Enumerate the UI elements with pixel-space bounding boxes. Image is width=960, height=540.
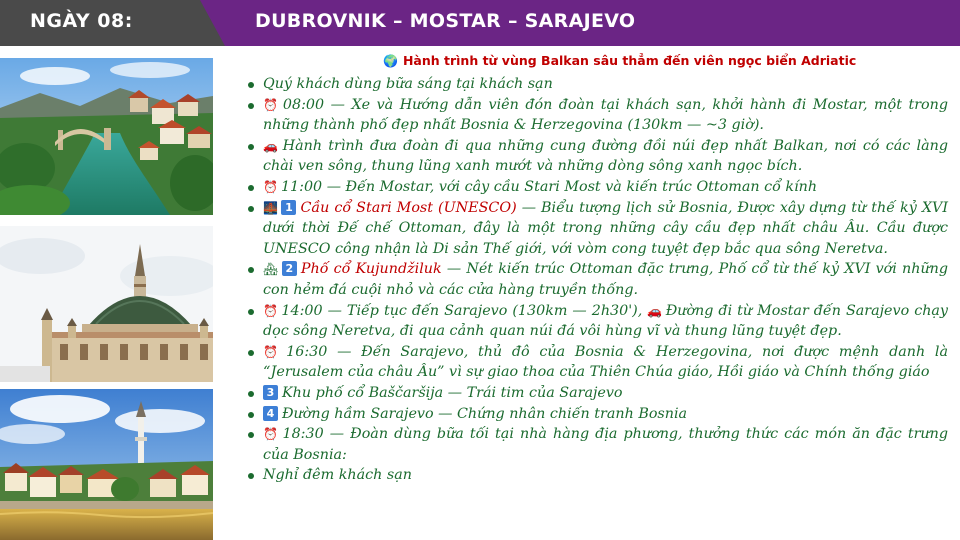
item-text: — Nét kiến trúc Ottoman đặc trưng, Phố cổ từ thế kỷ XVI với những con hẻm đá cuội nhỏ và các cửa hàng truyền thống.: [263, 261, 949, 298]
alarm-clock-icon: ⏰: [263, 344, 284, 359]
item-text: Đường hầm Sarajevo — Chứng nhân chiến tranh Bosnia: [282, 405, 688, 422]
list-item: [248, 177, 948, 198]
item-text: 14:00 — Tiếp tục đến Sarajevo (130km — 2h30'),: [281, 302, 643, 319]
mostar-bridge-photo: [0, 58, 213, 215]
subtitle: [383, 53, 955, 68]
list-item: [248, 95, 948, 136]
highlight-text: Phố cổ Kujundžiluk: [300, 261, 442, 278]
item-text: 16:30 — Đến Sarajevo, thủ đô của Bosnia & Herzegovina, nơi được mệnh danh là “Jerusalem của châu Âu” vì sự giao thoa của Thiên Chúa giáo, Hồi giáo và Chính thống giáo: [263, 343, 948, 381]
car-icon: 🚗: [263, 138, 280, 153]
list-item: [248, 404, 948, 425]
list-item: [248, 259, 948, 300]
subtitle-text: Hành trình từ vùng Balkan sâu thẳm đến viên ngọc biển Adriatic: [402, 53, 857, 68]
number-badge: 4: [263, 406, 278, 421]
alarm-clock-icon: ⏰: [263, 427, 280, 442]
item-text: Quý khách dùng bữa sáng tại khách sạn: [263, 76, 553, 92]
route-title: DUBROVNIK – MOSTAR – SARAJEVO: [255, 10, 636, 32]
list-item: [248, 383, 948, 404]
sarajevo-mosque-dome-photo: [0, 226, 213, 382]
list-item: [248, 198, 948, 260]
alarm-clock-icon: ⏰: [263, 303, 279, 318]
itinerary-list: [248, 74, 948, 486]
globe-icon: 🌍: [383, 54, 398, 68]
number-badge: 3: [263, 385, 278, 400]
list-item: [248, 74, 948, 95]
alarm-clock-icon: ⏰: [263, 97, 280, 112]
item-text: 08:00 — Xe và Hướng dẫn viên đón đoàn tại khách sạn, khởi hành đi Mostar, một trong những thành phố đẹp nhất Bosnia & Herzegovina (130km — ~3 giờ).: [263, 96, 948, 134]
highlight-text: Cầu cổ Stari Most (UNESCO): [300, 199, 517, 216]
list-item: [248, 465, 948, 486]
houses-icon: 🏘: [263, 262, 279, 277]
list-item: [248, 342, 948, 383]
bridge-icon: 🌉: [263, 200, 279, 215]
list-item: [248, 301, 948, 342]
item-text: Nghỉ đêm khách sạn: [263, 467, 412, 484]
list-item: [248, 136, 948, 177]
day-label: NGÀY 08:: [30, 10, 133, 32]
item-text: Khu phố cổ Baščaršija — Trái tim của Sarajevo: [282, 384, 623, 401]
sarajevo-old-town-photo: [0, 389, 213, 540]
number-badge: 1: [281, 200, 296, 215]
item-text: 18:30 — Đoàn dùng bữa tối tại nhà hàng địa phương, thưởng thức các món ăn đặc trưng của Bosnia:: [263, 426, 948, 463]
alarm-clock-icon: ⏰: [263, 179, 278, 194]
item-text: 11:00 — Đến Mostar, với cây cầu Stari Most và kiến trúc Ottoman cổ kính: [280, 178, 818, 195]
car-icon: 🚗: [647, 303, 663, 318]
number-badge: 2: [282, 261, 297, 276]
item-text-2: Đường đi từ Mostar đến Sarajevo chạy dọc sông Neretva, đi qua cảnh quan núi đá vôi hùng vĩ và thung lũng tuyệt đẹp.: [263, 302, 949, 340]
item-text: Hành trình đưa đoàn đi qua những cung đường đồi núi đẹp nhất Balkan, nơi có các làng chài ven sông, thung lũng xanh mướt và những dòng sông xanh ngọc bích.: [263, 137, 948, 175]
item-text: — Biểu tượng lịch sử Bosnia, Được xây dựng từ thế kỷ XVI dưới thời Đế chế Ottoman, đây là một trong những cây cầu đẹp nhất châu Âu. Cầu được UNESCO công nhận là Di sản Thế giới, với vòm cong tuyệt đẹp bắc qua sông Neretva.: [263, 199, 948, 257]
list-item: [248, 424, 948, 465]
header-bar: [0, 0, 960, 46]
